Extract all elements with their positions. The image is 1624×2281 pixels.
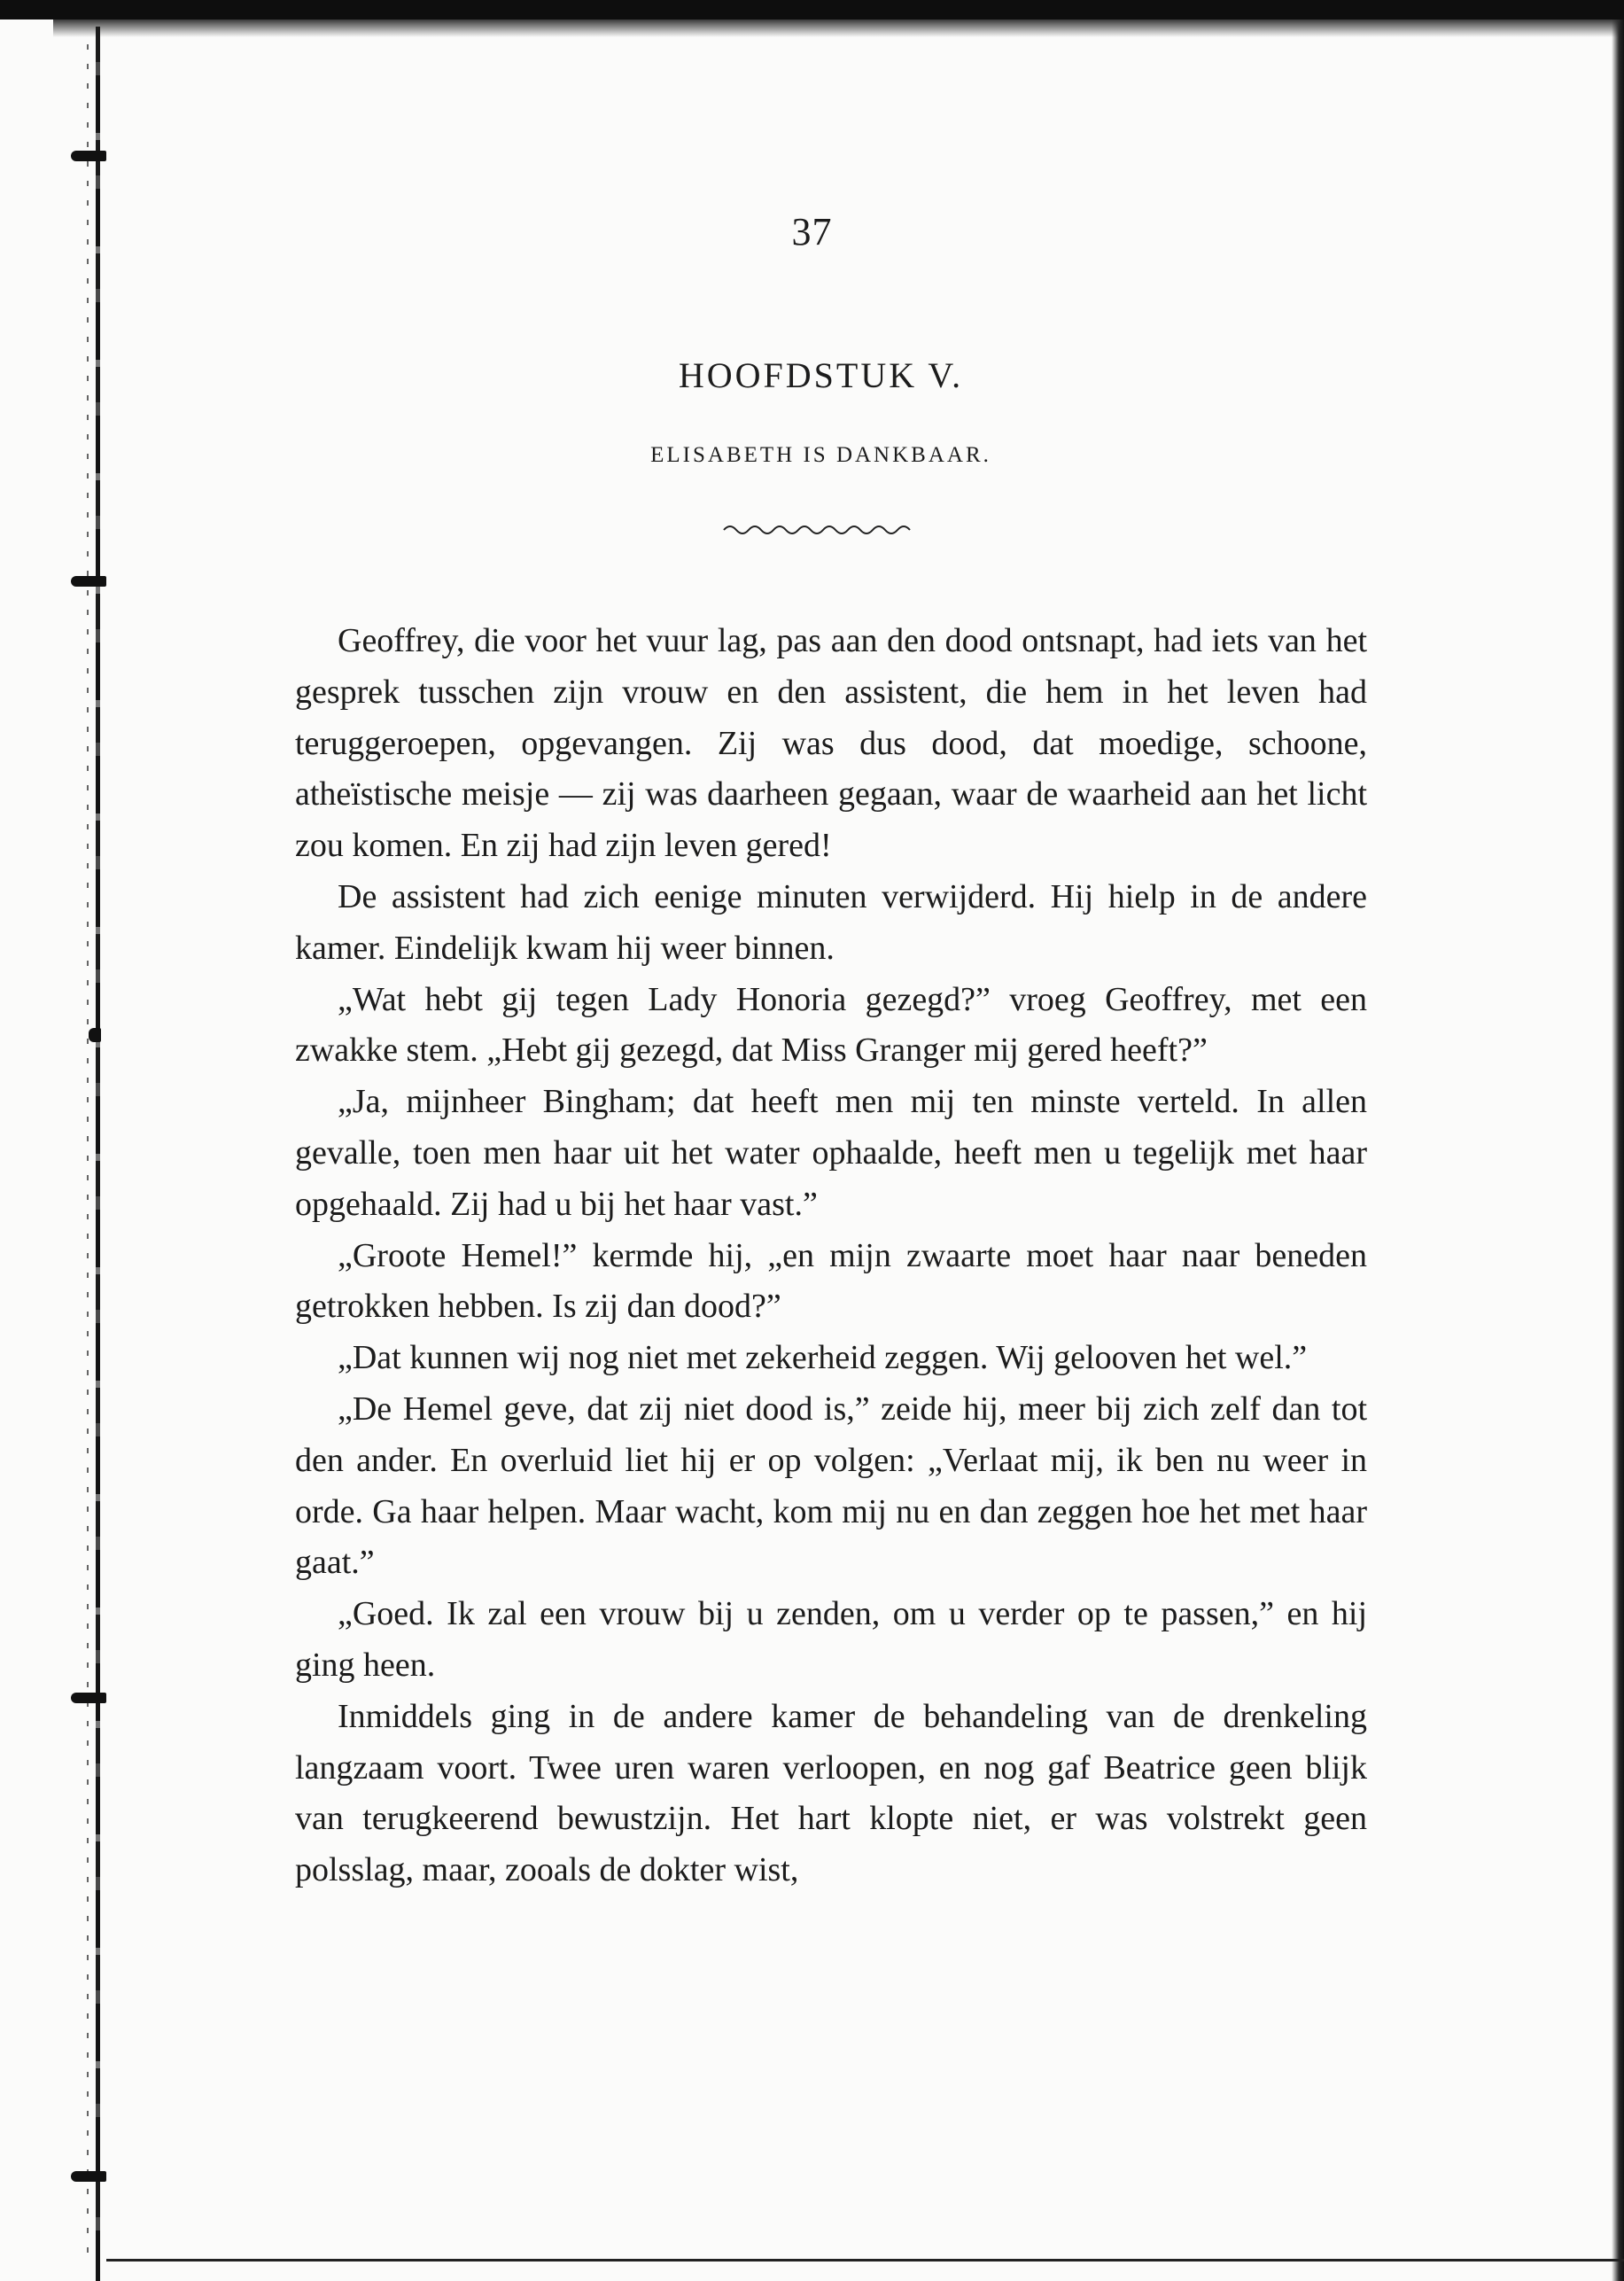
scan-top-shadow xyxy=(53,19,1624,37)
page-number: 37 xyxy=(791,210,833,253)
wavy-ornament-divider xyxy=(722,521,917,539)
paragraph: Geoffrey, die voor het vuur lag, pas aan den dood ontsnapt, had iets van het gesprek tusschen zijn vrouw en den assistent, die hem in het leven had teruggeroepen, opgevangen. Zij was dus dood, dat moedige, schoone, atheïstische meisje — zij was daarheen gegaan, waar de waarheid aan het licht zou komen. En zij had zijn leven gered! xyxy=(295,622,1367,865)
paragraph: „De Hemel geve, dat zij niet dood is,” zeide hij, meer bij zich zelf dan tot den ander. En overluid liet hij er op volgen: „Verlaat mij, ik ben nu weer in orde. Ga haar helpen. Maar wacht, kom mij nu en dan zeggen hoe het met haar gaat.” xyxy=(295,1390,1367,1582)
paragraph: „Wat hebt gij tegen Lady Honoria gezegd?” vroeg Geoffrey, met een zwakke stem. „Hebt gij gezegd, dat Miss Granger mij gered heeft?” xyxy=(295,980,1367,1070)
binding-mark xyxy=(71,151,106,161)
paragraph: „Groote Hemel!” kermde hij, „en mijn zwaarte moet haar naar beneden getrokken hebben. Is zij dan dood?” xyxy=(295,1236,1367,1326)
chapter-body-text xyxy=(295,616,1367,1896)
scan-bottom-edge xyxy=(106,2259,1624,2262)
paragraph: „Ja, mijnheer Bingham; dat heeft men mij ten minste verteld. In allen gevalle, toen men haar uit het water ophaalde, heeft men u tegelijk met haar opgehaald. Zij had u bij het haar vast.” xyxy=(295,1083,1367,1223)
binding-mark xyxy=(71,576,106,587)
scan-top-border xyxy=(0,0,1624,19)
paragraph: Inmiddels ging in de andere kamer de behandeling van de drenkeling langzaam voort. Twee uren waren verloopen, en nog gaf Beatrice geen blijk van terugkeerend bewustzijn. Het hart klopte niet, er was volstrekt geen polsslag, maar, zooals de dokter wist, xyxy=(295,1697,1367,1889)
binding-mark xyxy=(71,1693,106,1703)
binding-mark xyxy=(89,1028,101,1042)
chapter-title: HOOFDSTUK V. xyxy=(678,355,964,395)
binding-mark xyxy=(71,2171,106,2182)
paragraph: „Dat kunnen wij nog niet met zekerheid zeggen. Wij gelooven het wel.” xyxy=(338,1339,1308,1377)
chapter-subtitle: ELISABETH IS DANKBAAR. xyxy=(650,443,991,467)
paragraph: „Goed. Ik zal een vrouw bij u zenden, om u verder op te passen,” en hij ging heen. xyxy=(295,1595,1367,1684)
paragraph: De assistent had zich eenige minuten verwijderd. Hij hielp in de andere kamer. Eindelijk kwam hij weer binnen. xyxy=(295,877,1367,967)
